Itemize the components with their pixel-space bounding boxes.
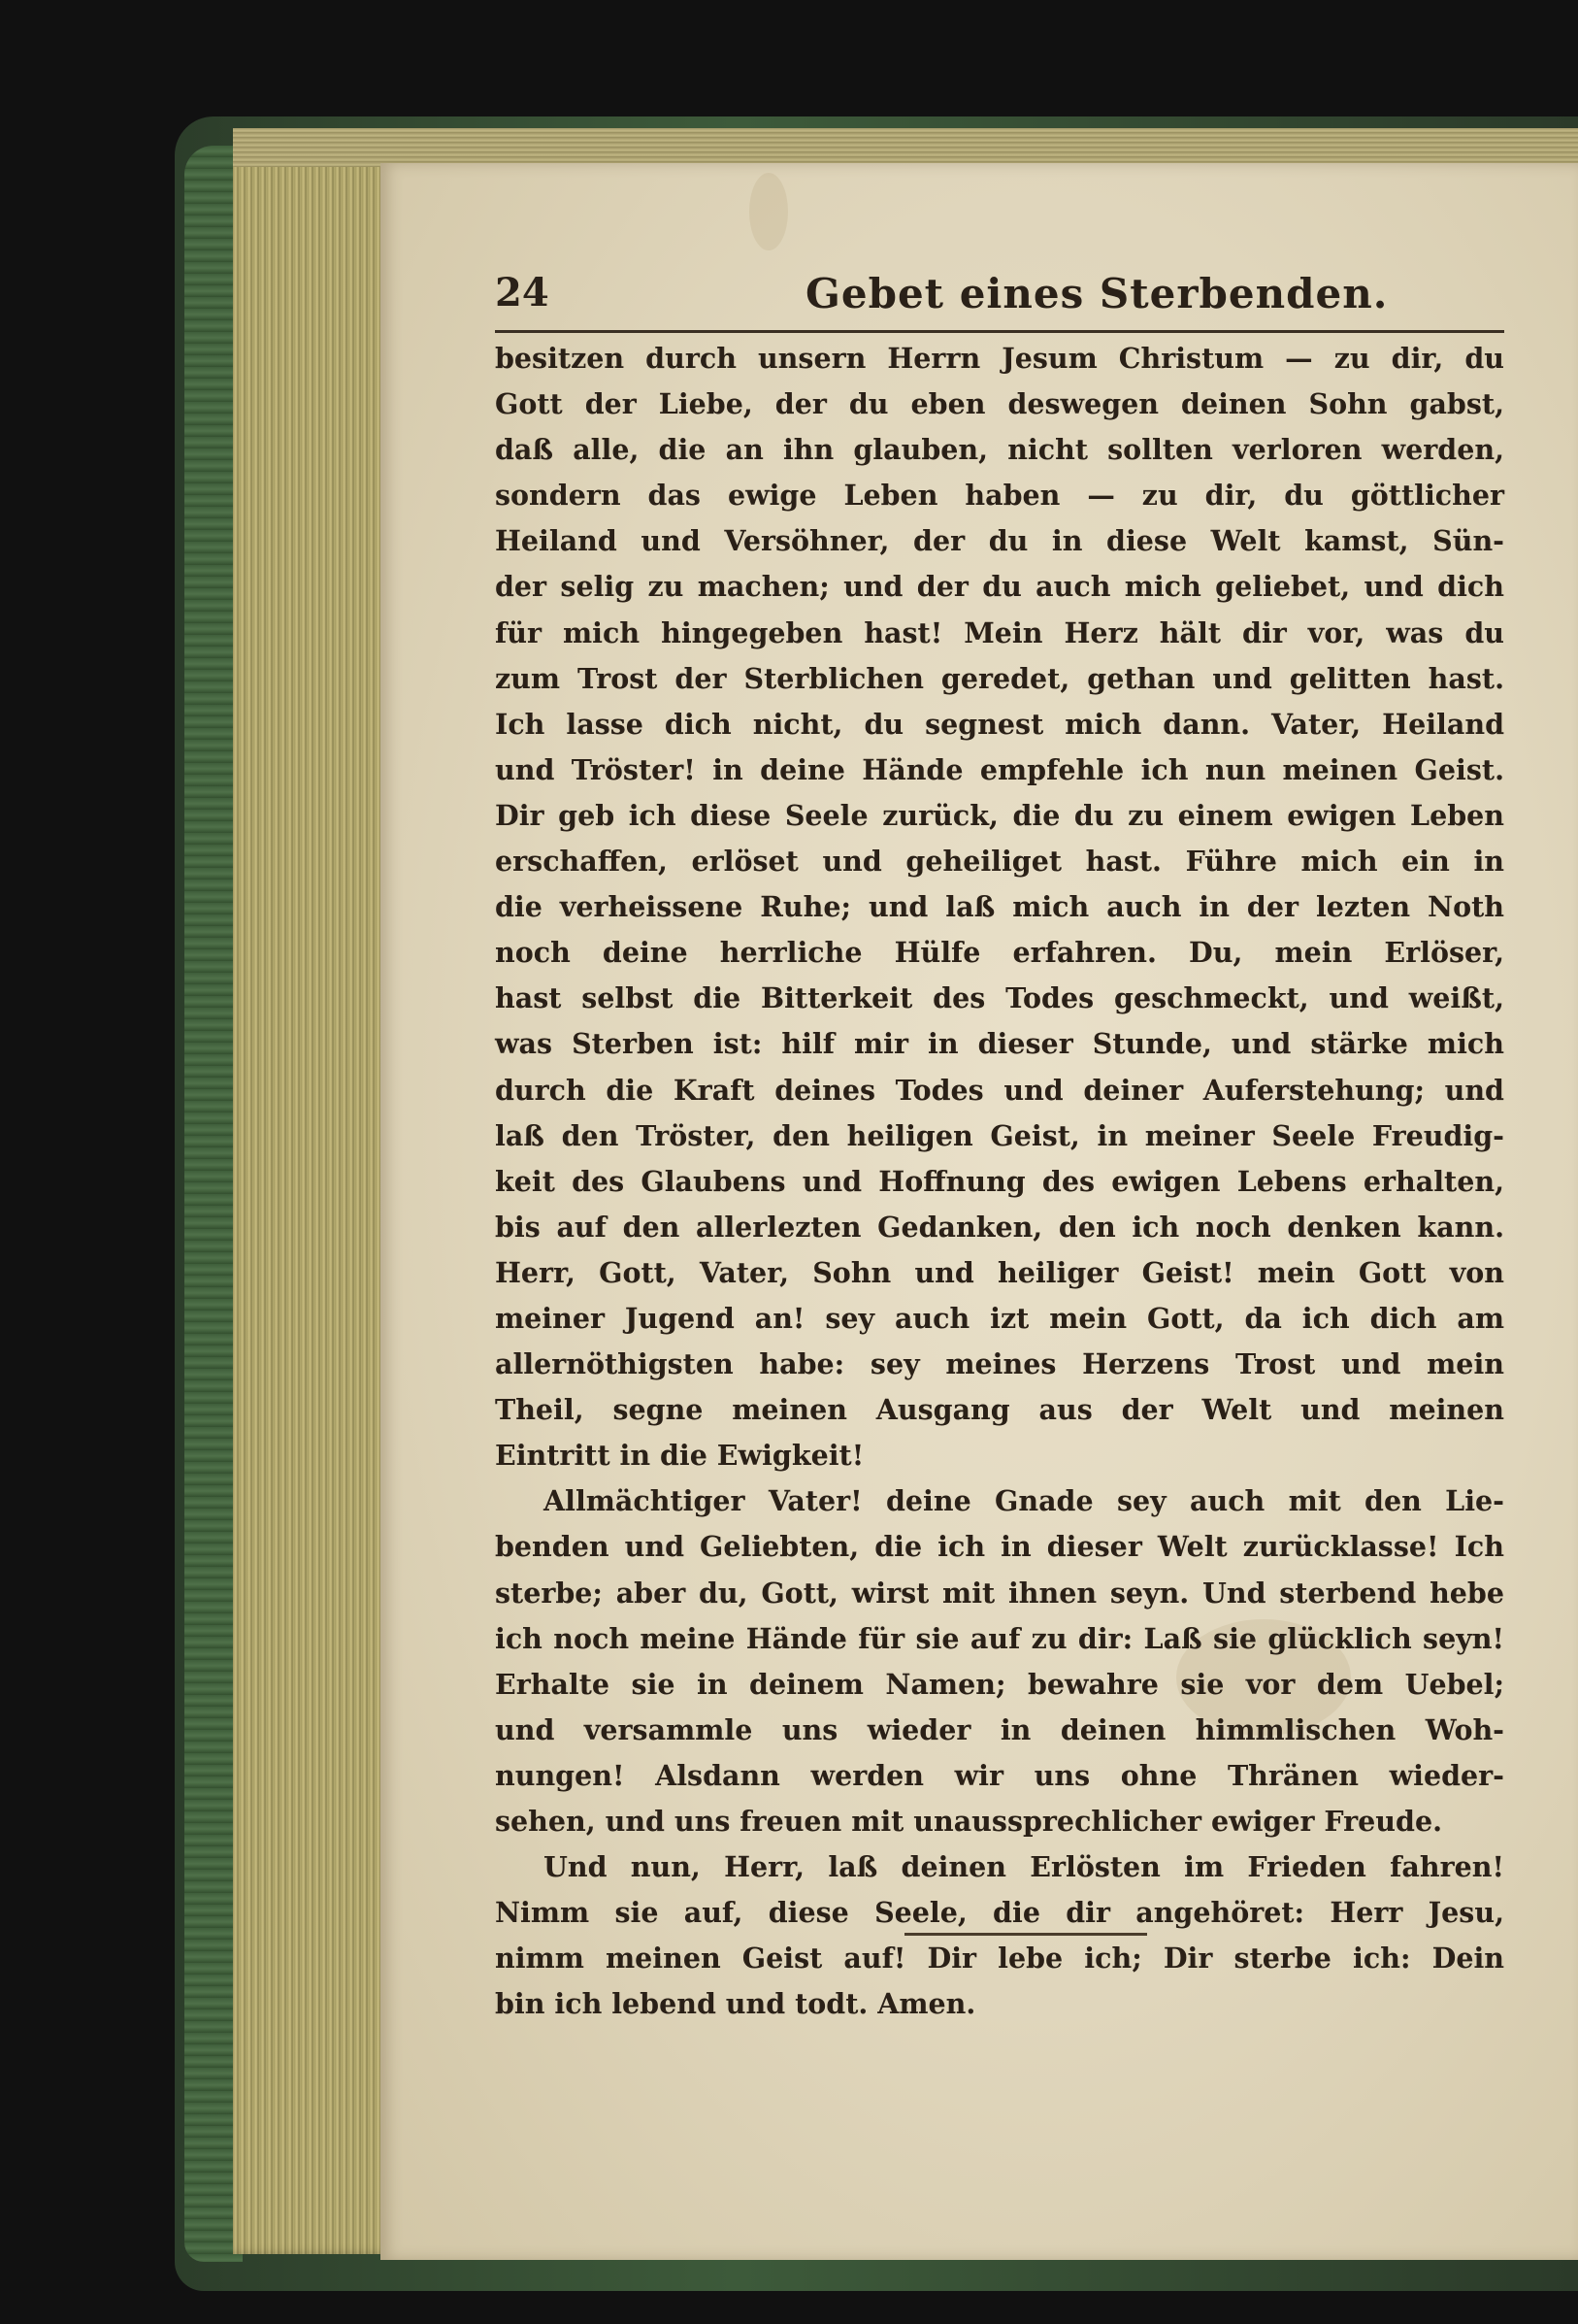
page-body-text xyxy=(495,336,1504,2027)
page-header xyxy=(495,270,1465,332)
text-line: sterbe; aber du, Gott, wirst mit ihnen seyn. Und sterbend hebe xyxy=(495,1576,1504,1610)
text-line: der selig zu machen; und der du auch mich geliebet, und dich xyxy=(495,570,1504,604)
text-line: nungen! Alsdann werden wir uns ohne Thränen wieder- xyxy=(495,1758,1504,1792)
text-line: Theil, segne meinen Ausgang aus der Welt und meinen xyxy=(495,1393,1504,1427)
end-ornament-rule xyxy=(904,1933,1147,1936)
text-line: und versammle uns wieder in deinen himmlischen Woh- xyxy=(495,1712,1504,1746)
text-line: Allmächtiger Vater! deine Gnade sey auch mit den Lie- xyxy=(543,1484,1504,1518)
text-line: zum Trost der Sterblichen geredet, gethan und gelitten hast. xyxy=(495,661,1504,695)
text-line: Nimm sie auf, diese Seele, die dir angehöret: Herr Jesu, xyxy=(495,1896,1504,1930)
text-line: benden und Geliebten, die ich in dieser Welt zurücklasse! Ich xyxy=(495,1530,1504,1564)
text-line: meiner Jugend an! sey auch izt mein Gott, da ich dich am xyxy=(495,1301,1504,1335)
text-line: Und nun, Herr, laß deinen Erlösten im Frieden fahren! xyxy=(543,1850,1504,1884)
text-line: die verheissene Ruhe; und laß mich auch in der lezten Noth xyxy=(495,890,1504,924)
text-line: nimm meinen Geist auf! Dir lebe ich; Dir sterbe ich: Dein xyxy=(495,1942,1504,1975)
text-line: bis auf den allerlezten Gedanken, den ich noch denken kann. xyxy=(495,1210,1504,1244)
text-line: Dir geb ich diese Seele zurück, die du zu einem ewigen Leben xyxy=(495,798,1504,832)
text-line: Heiland und Versöhner, der du in diese Welt kamst, Sün- xyxy=(495,524,1504,558)
page-number: 24 xyxy=(495,270,549,315)
text-line: bin ich lebend und todt. Amen. xyxy=(495,1987,976,2021)
text-line: Erhalte sie in deinem Namen; bewahre sie vor dem Uebel; xyxy=(495,1667,1504,1701)
text-line: noch deine herrliche Hülfe erfahren. Du, mein Erlöser, xyxy=(495,936,1504,970)
text-line: daß alle, die an ihn glauben, nicht sollten verloren werden, xyxy=(495,433,1504,467)
text-line: Herr, Gott, Vater, Sohn und heiliger Geist! mein Gott von xyxy=(495,1255,1504,1289)
text-line: besitzen durch unsern Herrn Jesum Christum — zu dir, du xyxy=(495,342,1504,375)
text-line: sondern das ewige Leben haben — zu dir, du göttlicher xyxy=(495,479,1504,513)
text-line: laß den Tröster, den heiligen Geist, in meiner Seele Freudig- xyxy=(495,1118,1504,1152)
text-line: und Tröster! in deine Hände empfehle ich nun meinen Geist. xyxy=(495,752,1504,786)
text-line: ich noch meine Hände für sie auf zu dir: Laß sie glücklich seyn! xyxy=(495,1621,1504,1655)
text-line: sehen, und uns freuen mit unaussprechlicher ewiger Freude. xyxy=(495,1805,1443,1838)
text-line: Ich lasse dich nicht, du segnest mich dann. Vater, Heiland xyxy=(495,707,1504,741)
text-line: Gott der Liebe, der du eben deswegen deinen Sohn gabst, xyxy=(495,387,1504,421)
text-line: erschaffen, erlöset und geheiliget hast. Führe mich ein in xyxy=(495,845,1504,879)
paper-stain xyxy=(749,173,788,250)
header-rule xyxy=(495,330,1504,333)
text-line: keit des Glaubens und Hoffnung des ewigen Lebens erhalten, xyxy=(495,1164,1504,1198)
book-page xyxy=(380,163,1578,2260)
text-line: hast selbst die Bitterkeit des Todes geschmeckt, und weißt, xyxy=(495,981,1504,1015)
text-line: was Sterben ist: hilf mir in dieser Stunde, und stärke mich xyxy=(495,1027,1504,1061)
text-line: für mich hingegeben hast! Mein Herz hält dir vor, was du xyxy=(495,615,1504,649)
page-block-top-edge xyxy=(233,128,1578,167)
text-line: allernöthigsten habe: sey meines Herzens Trost und mein xyxy=(495,1347,1504,1381)
running-head: Gebet eines Sterbenden. xyxy=(805,270,1389,317)
page-block-edge xyxy=(233,128,398,2254)
text-line: durch die Kraft deines Todes und deiner Auferstehung; und xyxy=(495,1073,1504,1107)
text-line: Eintritt in die Ewigkeit! xyxy=(495,1439,865,1473)
